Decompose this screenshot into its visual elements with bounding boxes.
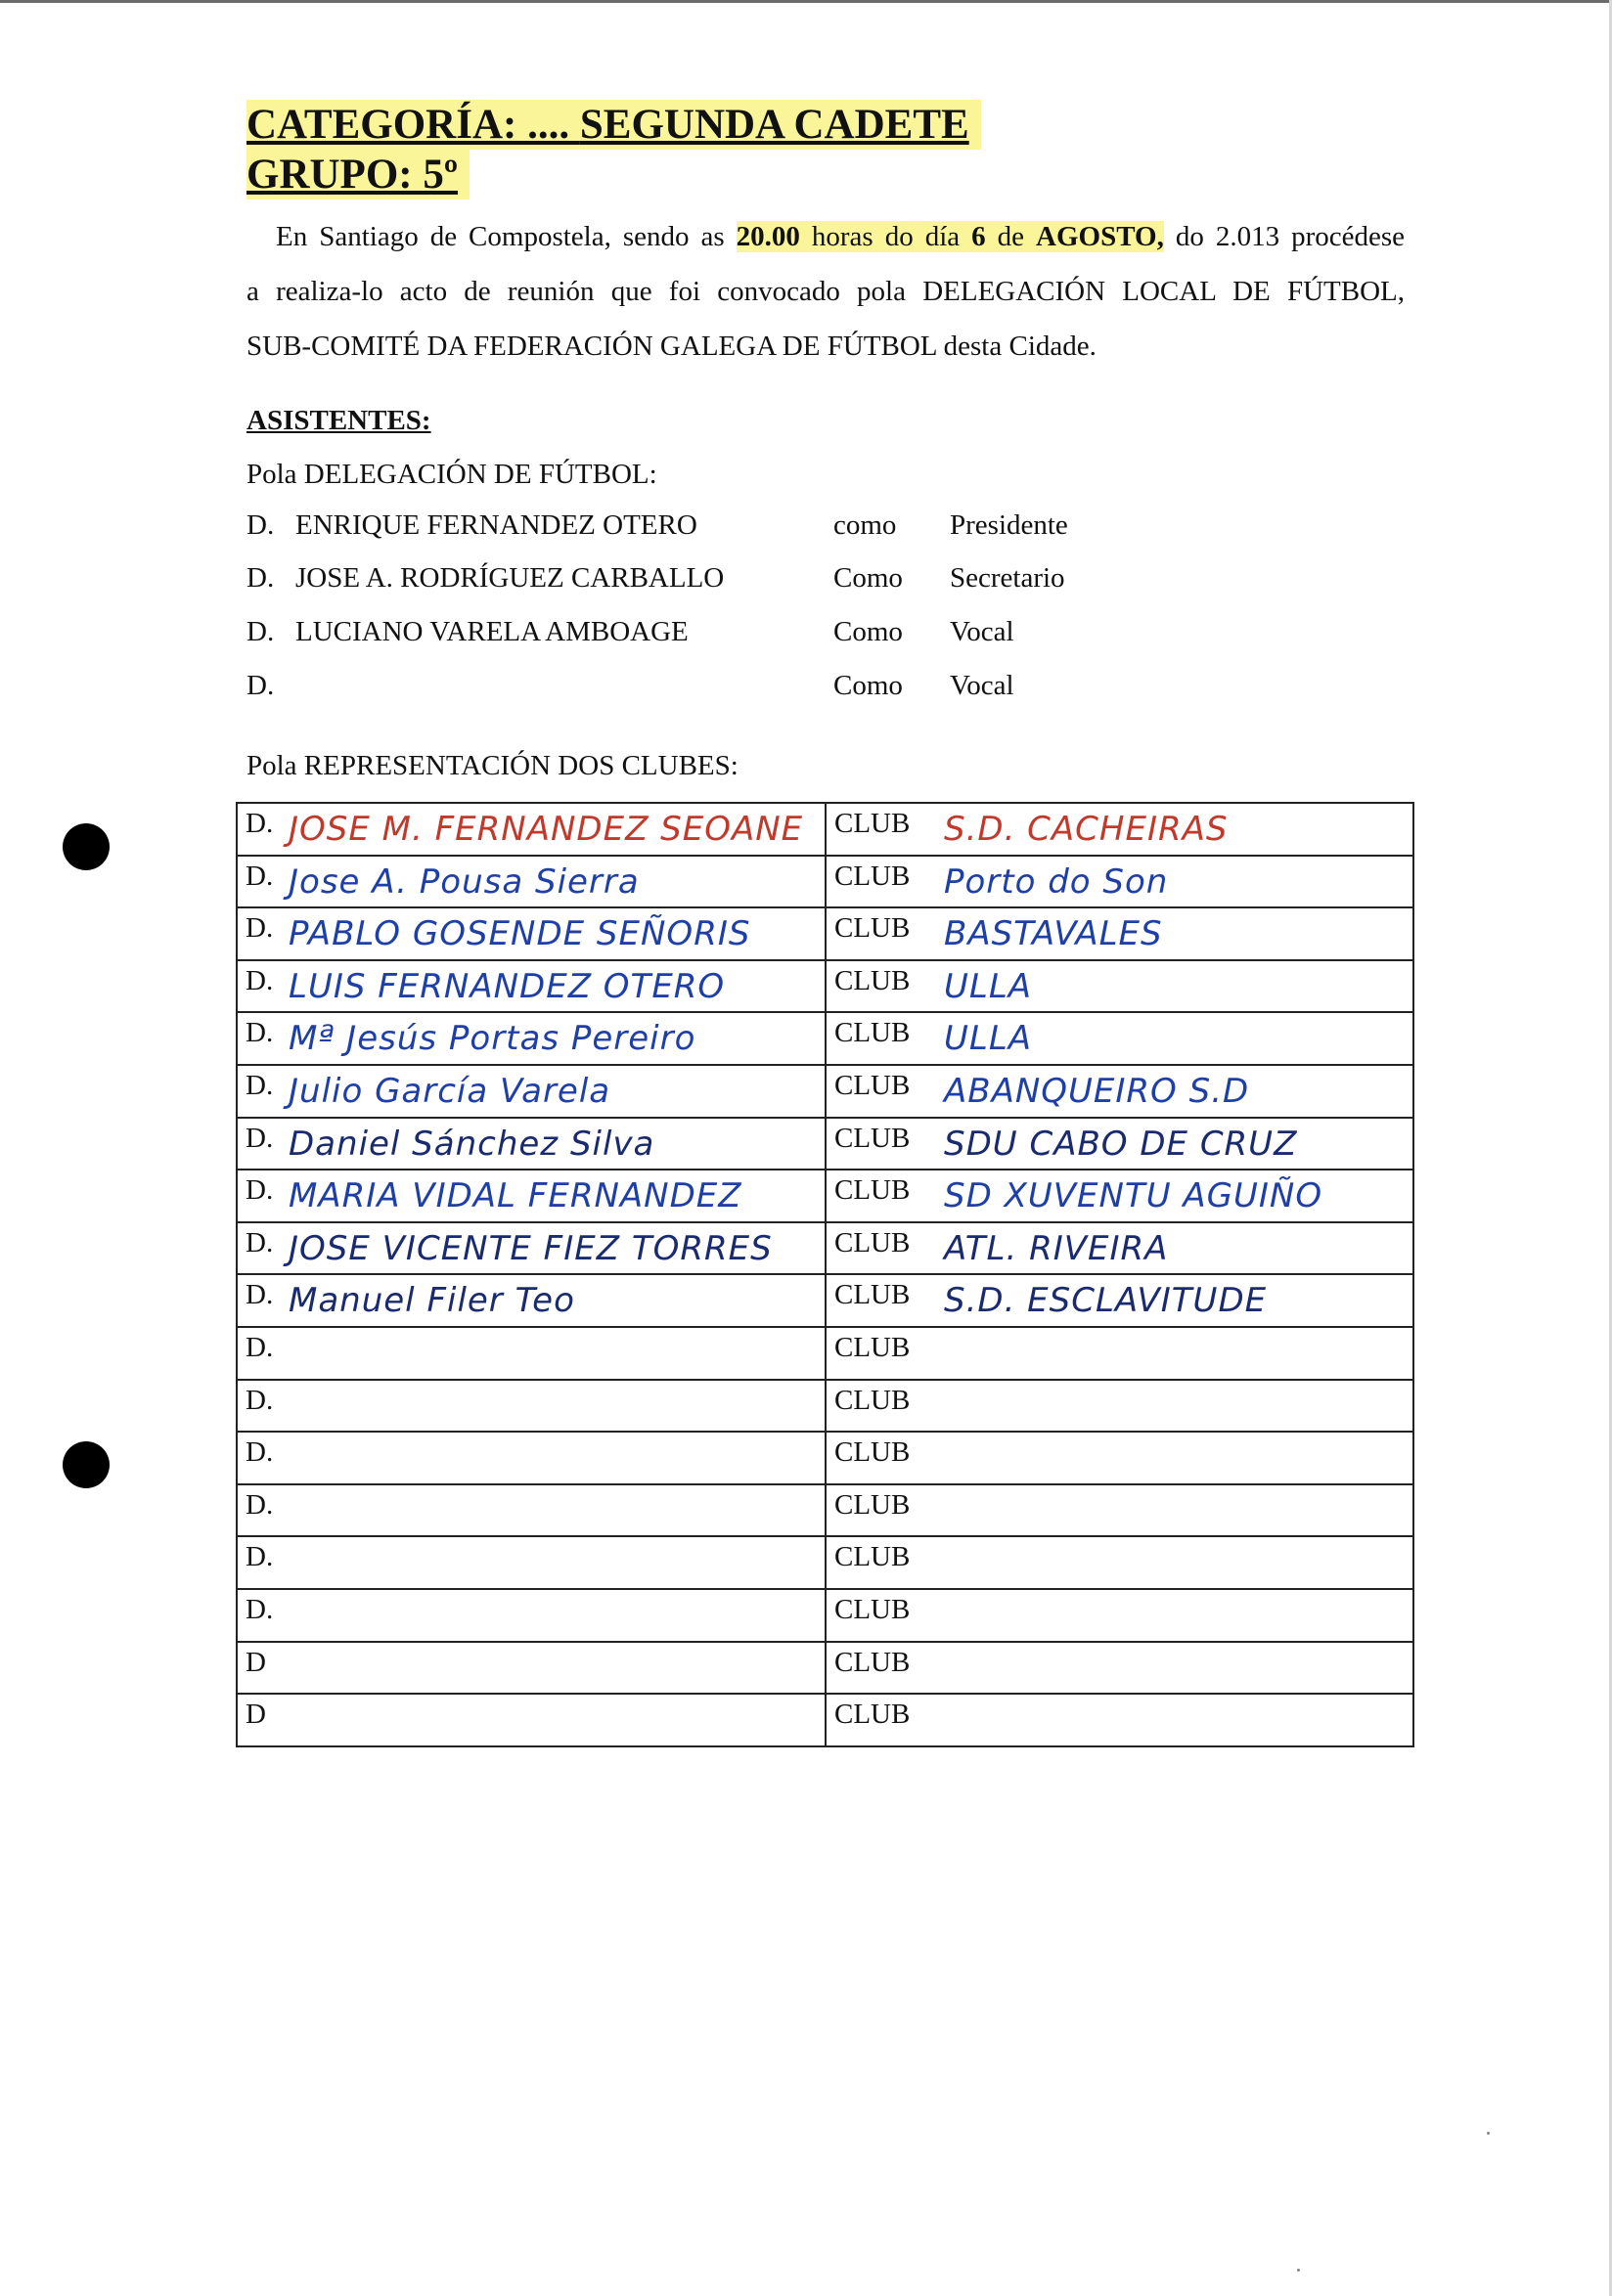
member-prefix: D.: [246, 616, 275, 647]
categoria-heading: [246, 104, 981, 146]
representative-cell: [237, 1694, 826, 1746]
table-row: [237, 1380, 1413, 1433]
club-label: CLUB: [834, 1017, 911, 1049]
intro-dia: 6: [971, 221, 986, 252]
intro-text-3: de: [985, 221, 1037, 252]
club-cell: [826, 803, 1413, 856]
club-cell: [826, 856, 1413, 908]
member-name: JOSE A. RODRÍGUEZ CARBALLO: [295, 562, 725, 594]
club-label: CLUB: [834, 1488, 911, 1521]
club-label: CLUB: [834, 808, 911, 839]
club-label: CLUB: [834, 1436, 911, 1469]
representative-name: Daniel Sánchez Silva: [289, 1124, 655, 1164]
row-prefix: D: [246, 1699, 266, 1731]
club-name: ATL. RIVEIRA: [944, 1228, 1169, 1268]
representative-name: JOSE VICENTE FIEZ TORRES: [289, 1228, 773, 1268]
row-prefix: D.: [246, 1226, 274, 1258]
club-label: CLUB: [834, 1541, 911, 1573]
table-row: [237, 1484, 1413, 1537]
representative-cell: [237, 1432, 826, 1484]
representative-cell: [237, 1589, 826, 1642]
table-row: [237, 907, 1413, 960]
row-prefix: D.: [246, 808, 274, 839]
intro-text-2: horas do día: [799, 221, 972, 252]
table-row: [237, 1118, 1413, 1170]
clubes-label: Pola REPRESENTACIÓN DOS CLUBES:: [246, 750, 739, 781]
row-prefix: D.: [246, 1122, 274, 1154]
club-label: CLUB: [834, 1384, 911, 1416]
intro-text-4: do 2.013 procédese: [1163, 221, 1405, 252]
representative-name: Jose A. Pousa Sierra: [289, 861, 640, 902]
table-row: [237, 803, 1413, 856]
table-row: [237, 1012, 1413, 1065]
member-como: Como: [833, 670, 903, 701]
club-label: CLUB: [834, 860, 911, 892]
intro-line-3: SUB-COMITÉ DA FEDERACIÓN GALEGA DE FÚTBOL desta Cidade.: [246, 331, 1097, 362]
table-row: [237, 1065, 1413, 1118]
club-cell: [826, 960, 1413, 1013]
member-prefix: D.: [246, 509, 275, 541]
club-name: S.D. ESCLAVITUDE: [944, 1281, 1268, 1321]
club-name: SD XUVENTU AGUIÑO: [944, 1176, 1323, 1216]
table-row: [237, 856, 1413, 908]
member-name: LUCIANO VARELA AMBOAGE: [295, 616, 689, 647]
asistentes-title: ASISTENTES:: [246, 405, 431, 436]
representative-name: PABLO GOSENDE SEÑORIS: [289, 914, 751, 954]
representative-name: Julio García Varela: [289, 1071, 611, 1111]
grupo-heading: [246, 154, 470, 196]
table-row: [237, 1536, 1413, 1589]
club-cell: [826, 1380, 1413, 1433]
row-prefix: D.: [246, 1436, 274, 1469]
club-cell: [826, 1222, 1413, 1275]
representative-cell: [237, 1170, 826, 1222]
representative-cell: [237, 1327, 826, 1380]
categoria-value: SEGUNDA CADETE: [579, 102, 969, 148]
representative-name: JOSE M. FERNANDEZ SEOANE: [289, 810, 804, 849]
row-prefix: D.: [246, 1593, 274, 1625]
row-prefix: D.: [246, 860, 274, 892]
member-role: Vocal: [950, 616, 1014, 647]
member-prefix: D.: [246, 562, 275, 594]
club-cell: [826, 1536, 1413, 1589]
table-row: [237, 1222, 1413, 1275]
grupo-label: GRUPO: 5º: [246, 150, 470, 199]
club-label: CLUB: [834, 1279, 911, 1311]
club-label: CLUB: [834, 1699, 911, 1731]
representative-cell: [237, 1642, 826, 1695]
representative-cell: [237, 1065, 826, 1118]
club-cell: [826, 1274, 1413, 1327]
club-name: S.D. CACHEIRAS: [944, 810, 1229, 849]
club-name: Porto do Son: [944, 861, 1169, 902]
club-cell: [826, 1589, 1413, 1642]
representative-cell: [237, 856, 826, 908]
club-cell: [826, 1118, 1413, 1170]
club-label: CLUB: [834, 1593, 911, 1625]
club-cell: [826, 1484, 1413, 1537]
table-row: [237, 1170, 1413, 1222]
intro-line-1: [246, 209, 1405, 264]
intro-mes: AGOSTO,: [1036, 221, 1164, 252]
representative-name: LUIS FERNANDEZ OTERO: [289, 966, 726, 1006]
row-prefix: D.: [246, 1069, 274, 1101]
club-label: CLUB: [834, 1226, 911, 1258]
intro-paragraph: [246, 209, 1405, 374]
table-row: [237, 1589, 1413, 1642]
representative-cell: [237, 1222, 826, 1275]
club-label: CLUB: [834, 1174, 911, 1207]
row-prefix: D.: [246, 1279, 274, 1311]
representative-cell: [237, 907, 826, 960]
row-prefix: D: [246, 1646, 266, 1678]
club-cell: [826, 1012, 1413, 1065]
club-label: CLUB: [834, 1331, 911, 1363]
member-role: Secretario: [950, 562, 1065, 594]
club-name: BASTAVALES: [944, 914, 1163, 954]
table-row: [237, 1274, 1413, 1327]
club-cell: [826, 1327, 1413, 1380]
table-row: [237, 1327, 1413, 1380]
club-label: CLUB: [834, 964, 911, 996]
delegacion-label: Pola DELEGACIÓN DE FÚTBOL:: [246, 459, 657, 490]
club-cell: [826, 1432, 1413, 1484]
representative-cell: [237, 1536, 826, 1589]
punch-hole-bottom: [63, 1441, 110, 1488]
clubs-table: [236, 802, 1414, 1747]
row-prefix: D.: [246, 1017, 274, 1049]
club-cell: [826, 907, 1413, 960]
representative-cell: [237, 1012, 826, 1065]
club-label: CLUB: [834, 1069, 911, 1101]
categoria-label: CATEGORÍA: ....: [246, 102, 580, 148]
representative-cell: [237, 1380, 826, 1433]
row-prefix: D.: [246, 912, 274, 945]
scan-top-edge: [0, 0, 1612, 3]
member-role: Vocal: [950, 670, 1014, 701]
scan-speck: [1487, 2132, 1490, 2135]
representative-name: Manuel Filer Teo: [289, 1281, 575, 1321]
representative-name: MARIA VIDAL FERNANDEZ: [289, 1176, 742, 1216]
intro-text-1: En Santiago de Compostela, sendo as: [276, 221, 737, 252]
club-name: SDU CABO DE CRUZ: [944, 1124, 1298, 1164]
representative-cell: [237, 1484, 826, 1537]
table-row: [237, 960, 1413, 1013]
club-cell: [826, 1694, 1413, 1746]
club-cell: [826, 1642, 1413, 1695]
table-row: [237, 1642, 1413, 1695]
row-prefix: D.: [246, 1384, 274, 1416]
club-label: CLUB: [834, 1646, 911, 1678]
club-label: CLUB: [834, 912, 911, 945]
row-prefix: D.: [246, 1541, 274, 1573]
club-name: ABANQUEIRO S.D: [944, 1071, 1250, 1111]
scan-speck: [1297, 2269, 1300, 2272]
intro-line-2: a realiza-lo acto de reunión que foi convocado pola DELEGACIÓN LOCAL DE FÚTBOL,: [246, 276, 1405, 307]
representative-name: Mª Jesús Portas Pereiro: [289, 1019, 696, 1059]
club-name: ULLA: [944, 966, 1033, 1006]
representative-cell: [237, 1118, 826, 1170]
member-como: Como: [833, 616, 903, 647]
representative-cell: [237, 1274, 826, 1327]
row-prefix: D.: [246, 964, 274, 996]
table-row: [237, 1694, 1413, 1746]
club-label: CLUB: [834, 1122, 911, 1154]
representative-cell: [237, 803, 826, 856]
table-row: [237, 1432, 1413, 1484]
intro-hora: 20.00: [736, 221, 800, 252]
row-prefix: D.: [246, 1174, 274, 1207]
representative-cell: [237, 960, 826, 1013]
member-prefix: D.: [246, 670, 275, 701]
row-prefix: D.: [246, 1488, 274, 1521]
member-como: Como: [833, 562, 903, 594]
row-prefix: D.: [246, 1331, 274, 1363]
member-role: Presidente: [950, 509, 1068, 541]
club-name: ULLA: [944, 1019, 1033, 1059]
club-cell: [826, 1170, 1413, 1222]
club-cell: [826, 1065, 1413, 1118]
punch-hole-top: [63, 823, 110, 870]
member-name: ENRIQUE FERNANDEZ OTERO: [295, 509, 697, 541]
member-como: como: [833, 509, 897, 541]
